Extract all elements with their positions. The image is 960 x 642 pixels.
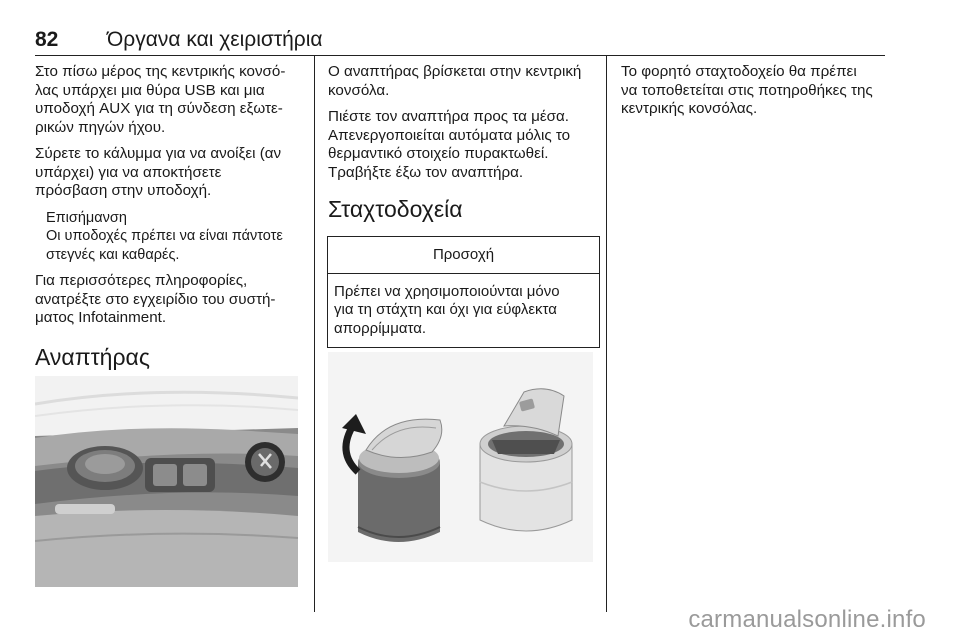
warning-title: Προσοχή	[328, 237, 599, 274]
text-line: Πρέπει να χρησιμοποιούνται μόνο	[334, 282, 560, 300]
text-line: για τη στάχτη και όχι για εύφλεκτα	[334, 301, 557, 318]
text-line: ματος Infotainment.	[35, 309, 167, 326]
lighter-heading: Αναπτήρας	[35, 343, 150, 370]
text-line: ρικών πηγών ήχου.	[35, 118, 166, 136]
ashtrays-heading: Σταχτοδοχεία	[328, 196, 463, 222]
text-line: κεντρικής κονσόλας.	[621, 100, 758, 117]
note-body	[46, 227, 307, 264]
text-line: κονσόλα.	[328, 81, 390, 99]
page-number: 82	[35, 28, 59, 51]
column-3	[621, 63, 891, 127]
text-line: θερμαντικό στοιχείο πυρακτωθεί.	[328, 145, 549, 162]
infotainment-paragraph	[35, 272, 307, 328]
text-line: Το φορητό σταχτοδοχείο θα πρέπει	[621, 63, 857, 80]
text-line: Σύρετε το κάλυμμα για να ανοίξει (αν	[35, 145, 282, 162]
page-header	[35, 28, 885, 52]
usb-aux-paragraph	[35, 63, 307, 137]
text-line: Ο αναπτήρας βρίσκεται στην κεντρική	[328, 63, 582, 80]
warning-box	[327, 236, 600, 348]
warning-text	[328, 274, 599, 348]
text-line: πρόσβαση στην υποδοχή.	[35, 182, 212, 199]
text-line: Πιέστε τον αναπτήρα προς τα μέσα.	[328, 108, 570, 125]
text-line: λας υπάρχει μια θύρα USB και μια	[35, 81, 265, 99]
lighter-usage-paragraph	[328, 108, 600, 182]
column-divider-2	[606, 56, 607, 612]
text-line: υπάρχει) για να αποκτήσετε	[35, 163, 222, 181]
text-line: Για περισσότερες πληροφορίες,	[35, 272, 248, 289]
column-1	[35, 63, 307, 370]
text-line: ανατρέξτε στο εγχειρίδιο του συστή-	[35, 290, 276, 308]
ashtray-illustration	[328, 352, 593, 562]
lighter-location-paragraph	[328, 63, 600, 100]
watermark: carmanualsonline.info	[688, 606, 926, 633]
column-divider-1	[314, 56, 315, 612]
text-line: στεγνές και καθαρές.	[46, 246, 180, 263]
lighter-illustration	[35, 376, 298, 587]
portable-ashtray-paragraph	[621, 63, 891, 119]
text-line: να τοποθετείται στις ποτηροθήκες της	[621, 81, 873, 99]
cover-paragraph	[35, 145, 307, 201]
text-line: υποδοχή AUX για τη σύνδεση εξωτε-	[35, 100, 283, 117]
text-line: Τραβήξτε έξω τον αναπτήρα.	[328, 163, 524, 181]
text-line: Στο πίσω μέρος της κεντρικής κονσό-	[35, 63, 286, 80]
text-line: Οι υποδοχές πρέπει να είναι πάντοτε	[46, 228, 283, 244]
header-rule	[35, 55, 885, 56]
note-title: Επισήμανση	[46, 209, 127, 226]
text-line: απορρίμματα.	[334, 319, 427, 337]
text-line: Απενεργοποιείται αυτόματα μόλις το	[328, 126, 571, 144]
page-title: Όργανα και χειριστήρια	[107, 28, 323, 51]
column-2	[328, 63, 600, 348]
